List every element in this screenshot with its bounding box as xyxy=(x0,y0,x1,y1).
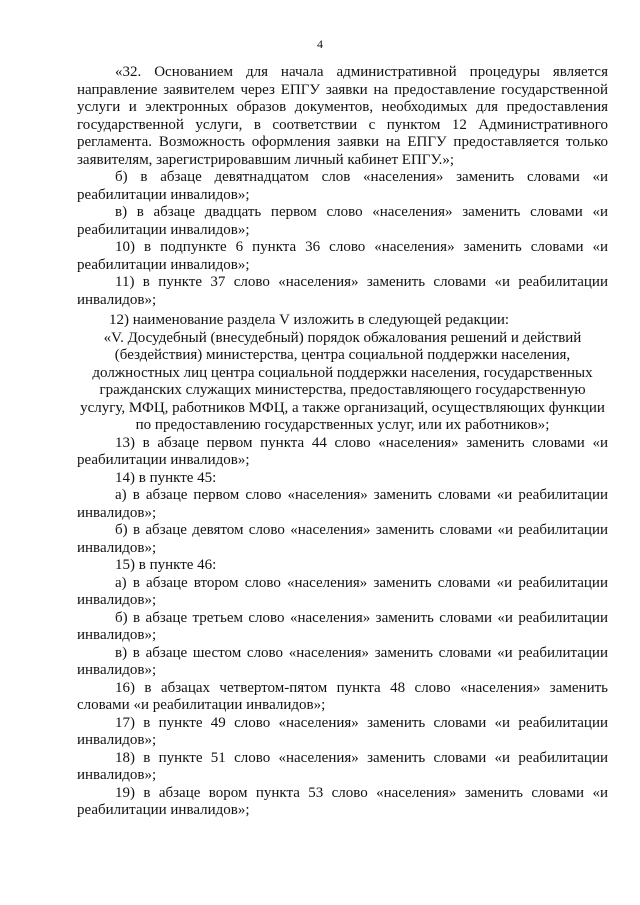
paragraph-v-21: в) в абзаце двадцать первом слово «населения» заменить словами «и реабилитации инвалидов»; xyxy=(77,204,608,238)
paragraph-15-v: в) в абзаце шестом слово «населения» заменить словами «и реабилитации инвалидов»; xyxy=(77,644,608,678)
paragraph-b-19: б) в абзаце девятнадцатом слов «населения» заменить словами «и реабилитации инвалидов»; xyxy=(77,169,608,203)
document-body xyxy=(77,64,608,820)
section-v-title: «V. Досудебный (внесудебный) порядок обжалования решений и действий (бездействия) министерства, центра социальной поддержки населения, должностных лиц центра социальной поддержки населения, государственных гражданских служащих министерства, предоставляющего государственную услугу, МФЦ, работников МФЦ, а также организаций, осуществляющих функции по предоставлению государственных услуг, или их работников»; xyxy=(80,329,605,433)
paragraph-14: 14) в пункте 45: xyxy=(115,469,217,486)
paragraph-16: 16) в абзацах четвертом-пятом пункта 48 слово «населения» заменить словами «и реабилитации инвалидов»; xyxy=(77,679,608,713)
paragraph-17: 17) в пункте 49 слово «населения» заменить словами «и реабилитации инвалидов»; xyxy=(77,714,608,748)
paragraph-32: «32. Основанием для начала административной процедуры является направление заявителем через ЕПГУ заявки на предоставление государственной услуги и электронных образов документов, необходимых для предоставления государственной услуги, в соответствии с пунктом 12 Административного регламента. Возможность оформления заявки на ЕПГУ предоставляется только заявителям, зарегистрировавшим личный кабинет ЕПГУ.»; xyxy=(77,64,608,168)
paragraph-11: 11) в пункте 37 слово «населения» заменить словами «и реабилитации инвалидов»; xyxy=(77,274,608,308)
paragraph-13: 13) в абзаце первом пункта 44 слово «населения» заменить словами «и реабилитации инвалидов»; xyxy=(77,434,608,468)
paragraph-14-b: б) в абзаце девятом слово «населения» заменить словами «и реабилитации инвалидов»; xyxy=(77,522,608,556)
paragraph-12: 12) наименование раздела V изложить в следующей редакции: xyxy=(109,312,510,328)
paragraph-18: 18) в пункте 51 слово «населения» заменить словами «и реабилитации инвалидов»; xyxy=(77,749,608,783)
paragraph-19: 19) в абзаце вором пункта 53 слово «населения» заменить словами «и реабилитации инвалидов»; xyxy=(77,784,608,818)
paragraph-14-a: а) в абзаце первом слово «населения» заменить словами «и реабилитации инвалидов»; xyxy=(77,487,608,521)
paragraph-15: 15) в пункте 46: xyxy=(115,557,217,573)
paragraph-15-a: а) в абзаце втором слово «населения» заменить словами «и реабилитации инвалидов»; xyxy=(77,574,608,608)
page-number: 4 xyxy=(317,37,323,51)
paragraph-10: 10) в подпункте 6 пункта 36 слово «населения» заменить словами «и реабилитации инвалидов»; xyxy=(77,239,608,273)
paragraph-15-b: б) в абзаце третьем слово «населения» заменить словами «и реабилитации инвалидов»; xyxy=(77,609,608,643)
